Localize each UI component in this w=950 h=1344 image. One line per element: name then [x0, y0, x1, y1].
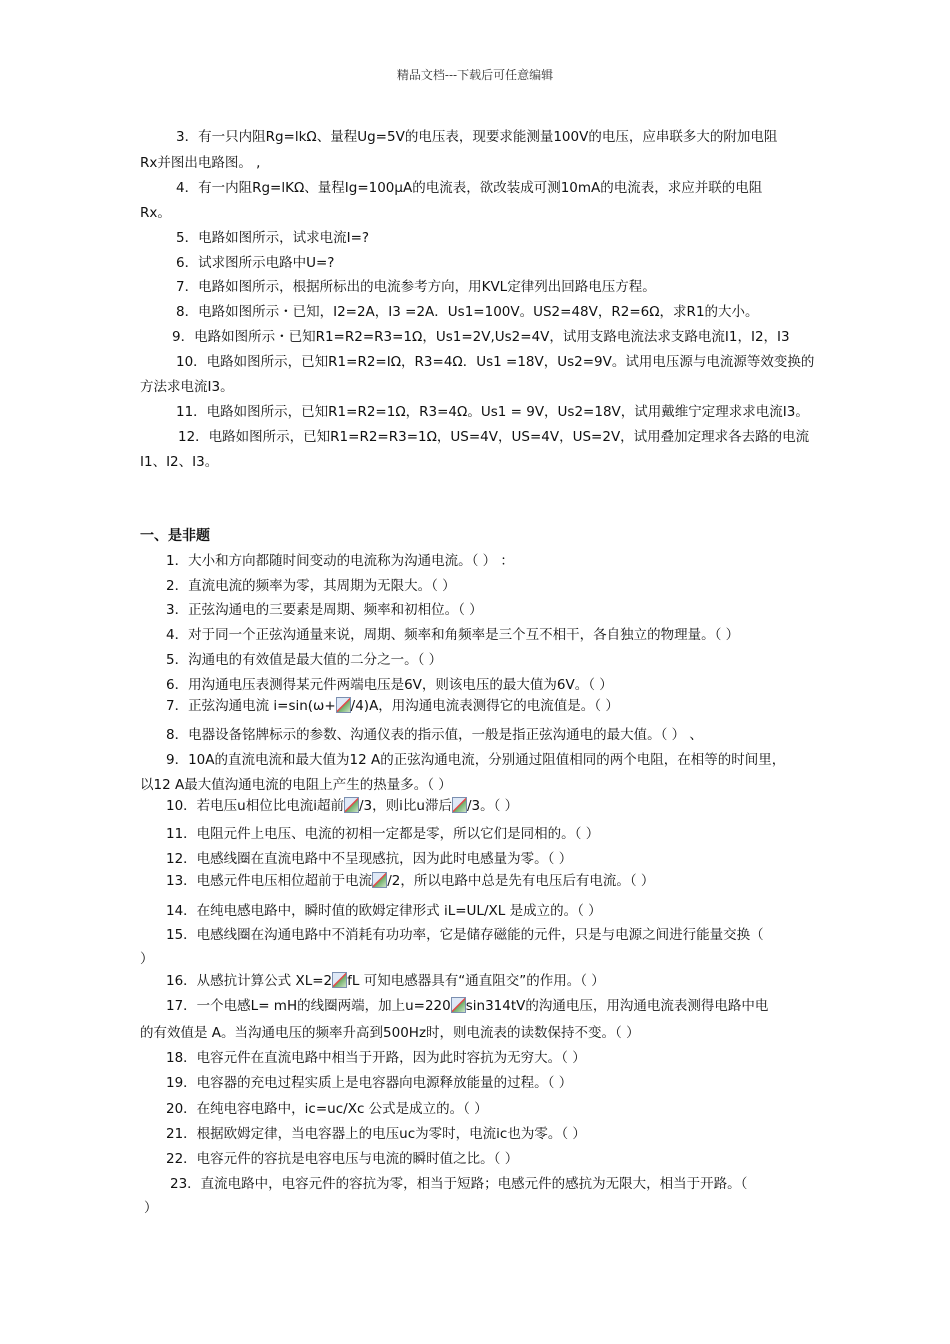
judgment-12: 12．电感线圈在直流电路中不呈现感抗，因为此时电感量为零。（ ）	[166, 851, 573, 867]
judgment-20: 20．在纯电容电路中，ic=uc/Xc 公式是成立的。（ ）	[166, 1101, 488, 1117]
judgment-13-part-2: /2，所以电路中总是先有电压后有电流。（ ）	[387, 873, 655, 889]
judgment-23-line-2: ）	[144, 1200, 158, 1216]
judgment-6: 6．用沟通电压表测得某元件两端电压是6V，则该电压的最大值为6V。（ ）	[166, 677, 613, 693]
judgment-22: 22．电容元件的容抗是电容电压与电流的瞬时值之比。（ ）	[166, 1151, 519, 1167]
pi-symbol-image-icon	[372, 872, 387, 888]
judgment-4: 4．对于同一个正弦沟通量来说，周期、频率和角频率是三个互不相干，各自独立的物理量。（ ）	[166, 627, 740, 643]
judgment-15-line-1: 15．电感线圈在沟通电路中不消耗有功功率，它是储存磁能的元件，只是与电源之间进行能量交换（	[166, 927, 764, 943]
judgment-17-line-1	[166, 997, 768, 1015]
judgment-18: 18．电容元件在直流电路中相当于开路，因为此时容抗为无穷大。（ ）	[166, 1050, 586, 1066]
problem-5: 5．电路如图所示，试求电流I=?	[176, 230, 370, 246]
judgment-15-line-2: ）	[140, 951, 154, 967]
judgment-16-part-1: 16．从感抗计算公式 XL=2	[166, 973, 333, 989]
section-title: 一、是非题	[140, 528, 210, 544]
judgment-1: 1．大小和方向都随时间变动的电流称为沟通电流。（ ） ：	[166, 553, 514, 569]
judgment-8: 8．电器设备铭牌标示的参数、沟通仪表的指示值，一般是指正弦沟通电的最大值。（ ） 、	[166, 727, 703, 743]
pi-symbol-image-icon	[332, 972, 347, 988]
judgment-14: 14．在纯电感电路中，瞬时值的欧姆定律形式 iL=UL/XL 是成立的。（ ）	[166, 903, 602, 919]
judgment-7-part-2: /4)A，用沟通电流表测得它的电流值是。（ ）	[350, 698, 619, 714]
judgment-9-line-2: 以12 A最大值沟通电流的电阻上产生的热量多。（ ）	[140, 777, 452, 793]
judgment-2: 2．直流电流的频率为零，其周期为无限大。（ ）	[166, 578, 456, 594]
judgment-19: 19．电容器的充电过程实质上是电容器向电源释放能量的过程。（ ）	[166, 1075, 573, 1091]
problem-3-line-2: Rx并图出电路图。 ,	[140, 155, 261, 171]
judgment-11: 11．电阻元件上电压、电流的初相一定都是零，所以它们是同相的。（ ）	[166, 826, 600, 842]
problem-3-line-1: 3．有一只内阻Rg=lkΩ、量程Ug=5V的电压表，现要求能测量100V的电压，应串联多大的附加电阻	[176, 129, 778, 145]
judgment-7	[166, 697, 619, 715]
judgment-17-part-2: sin314tV的沟通电压，用沟通电流表测得电路中电	[465, 998, 769, 1014]
judgment-17-line-2: 的有效值是 A。当沟通电压的频率升高到500Hz时，则电流表的读数保持不变。（ ）	[140, 1025, 640, 1041]
judgment-16	[166, 972, 605, 990]
problem-4-line-1: 4．有一内阻Rg=lKΩ、量程Ig=100μA的电流表，欲改装成可测10mA的电流表，求应并联的电阻	[176, 180, 763, 196]
judgment-10-part-1: 10．若电压u相位比电流i超前	[166, 798, 344, 814]
sqrt2-symbol-image-icon	[451, 997, 466, 1013]
problem-7: 7．电路如图所示，根据所标出的电流参考方向，用KVL定律列出回路电压方程。	[176, 279, 656, 295]
problem-10-line-2: 方法求电流I3。	[140, 379, 234, 395]
problem-11: 11．电路如图所示，已知R1=R2=1Ω，R3=4Ω。Us1 = 9V，Us2=18V，试用戴维宁定理求求电流I3。	[176, 404, 809, 420]
judgment-7-part-1: 7．正弦沟通电流 i=sin(ω+	[166, 698, 336, 714]
judgment-3: 3．正弦沟通电的三要素是周期、频率和初相位。（ ）	[166, 602, 483, 618]
judgment-13-part-1: 13．电感元件电压相位超前于电流	[166, 873, 373, 889]
pi-symbol-image-icon	[452, 797, 467, 813]
problem-8: 8．电路如图所示・已知，I2=2A，I3 =2A．Us1=100V。US2=48V，R2=6Ω，求R1的大小。	[176, 304, 759, 320]
problem-12-line-2: I1、I2、I3。	[140, 454, 219, 470]
judgment-10-part-3: /3。（ ）	[466, 798, 519, 814]
problem-12-line-1: 12．电路如图所示，已知R1=R2=R3=1Ω，US=4V，US=4V，US=2V，试用叠加定理求各去路的电流	[178, 429, 810, 445]
judgment-9-line-1: 9．10A的直流电流和最大值为12 A的正弦沟通电流，分别通过阻值相同的两个电阻，在相等的时间里，	[166, 752, 786, 768]
page-header: 精品文档---下载后可任意编辑	[396, 68, 554, 82]
judgment-16-part-2: fL 可知电感器具有“通直阻交”的作用。（ ）	[347, 973, 605, 989]
judgment-17-part-1: 17．一个电感L= mH的线圈两端，加上u=220	[166, 998, 451, 1014]
problem-6: 6．试求图所示电路中U=?	[176, 255, 335, 271]
judgment-13	[166, 872, 654, 890]
pi-symbol-image-icon	[344, 797, 359, 813]
problem-9: 9．电路如图所示・已知R1=R2=R3=1Ω，Us1=2V,Us2=4V，试用支路电流法求支路电流I1，I2，I3	[172, 329, 790, 345]
judgment-10	[166, 797, 518, 815]
judgment-23-line-1: 23．直流电路中，电容元件的容抗为零，相当于短路；电感元件的感抗为无限大，相当于开路。（	[170, 1176, 748, 1192]
judgment-10-part-2: /3，则i比u滞后	[359, 798, 452, 814]
problem-4-line-2: Rx。	[140, 205, 171, 221]
problem-10-line-1: 10．电路如图所示，已知R1=R2=IΩ，R3=4Ω．Us1 =18V，Us2=9V。试用电压源与电流源等效变换的	[176, 354, 815, 370]
judgment-21: 21．根据欧姆定律，当电容器上的电压uc为零时，电流ic也为零。（ ）	[166, 1126, 586, 1142]
judgment-5: 5．沟通电的有效值是最大值的二分之一。（ ）	[166, 652, 443, 668]
pi-symbol-image-icon	[336, 697, 351, 713]
